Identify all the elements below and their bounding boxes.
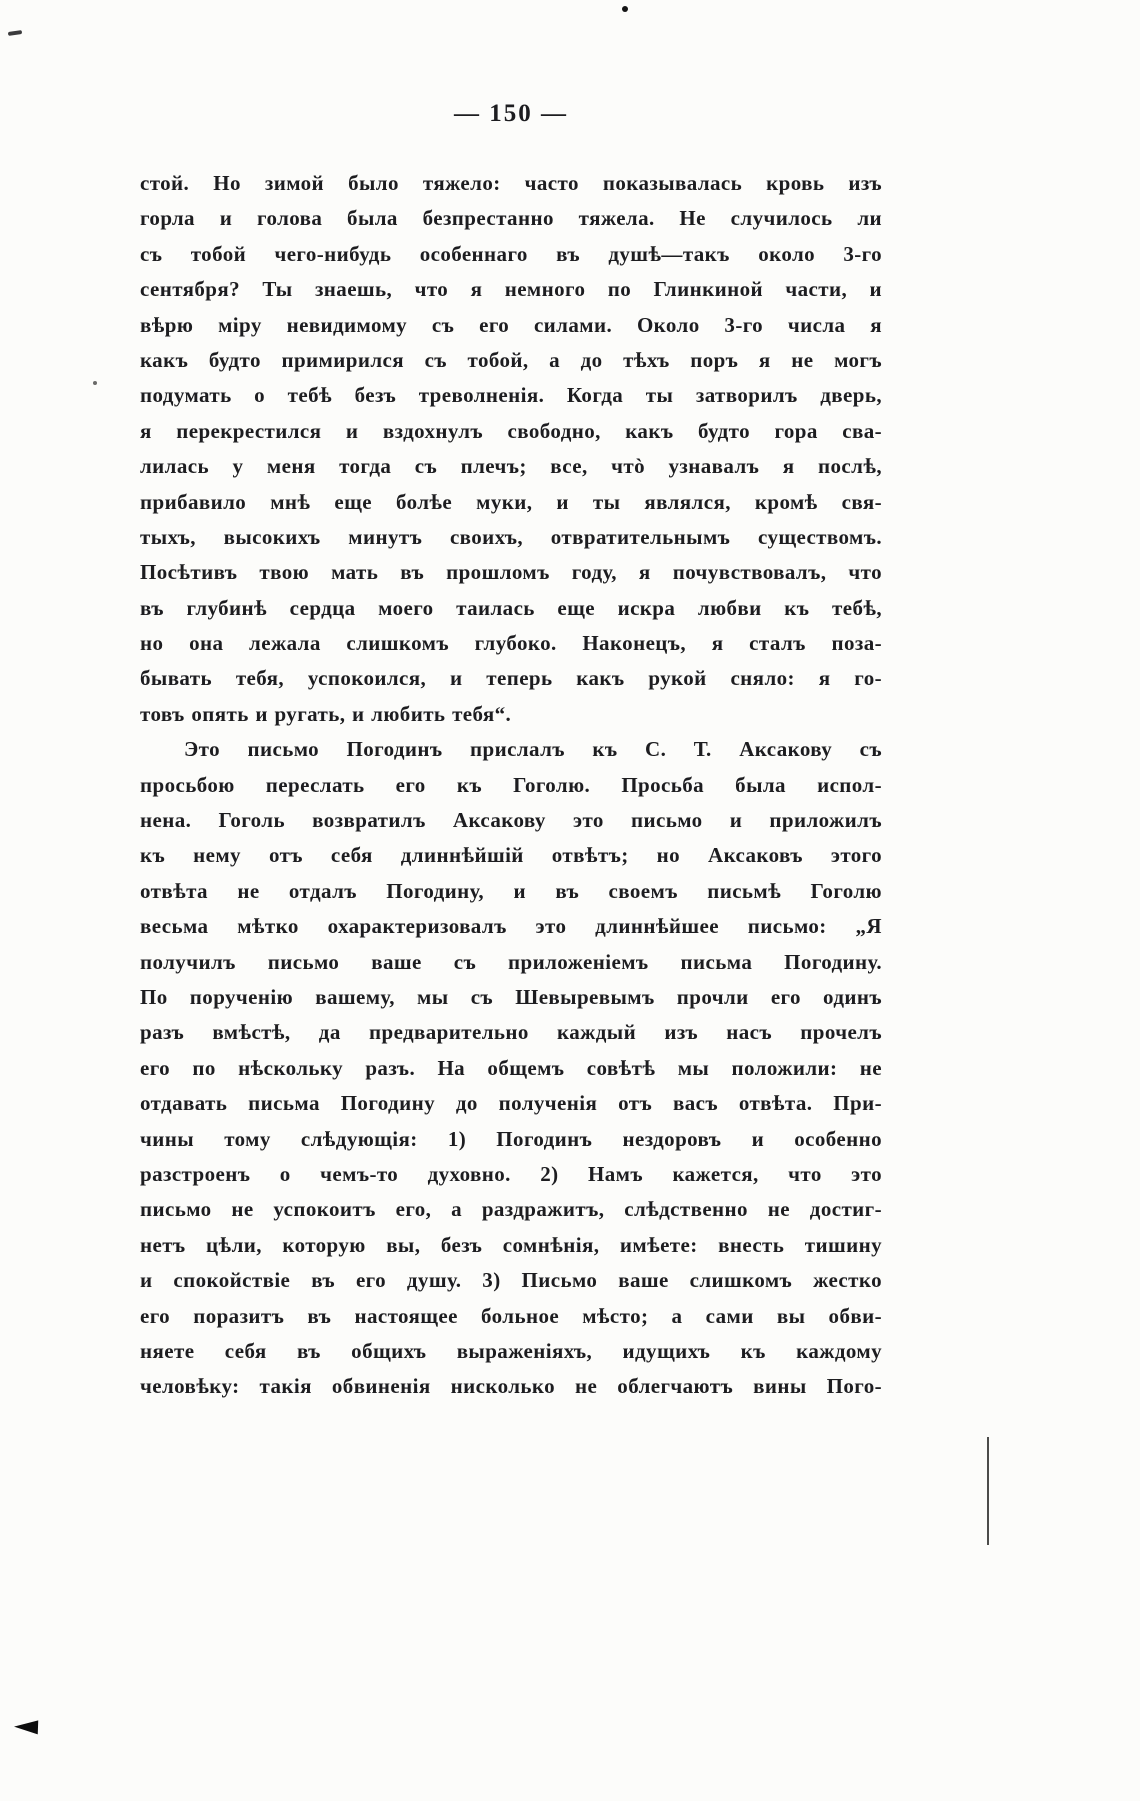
text-line: сентября? Ты знаешь, что я немного по Глинкиной части, и <box>140 277 882 302</box>
text-line: просьбою переслать его къ Гоголю. Просьба была испол- <box>140 772 882 797</box>
text-line: но она лежала слишкомъ глубоко. Наконецъ, я сталъ поза- <box>140 631 882 656</box>
text-line: весьма мѣтко охарактеризовалъ это длиннѣйшее письмо: „Я <box>140 914 882 939</box>
text-line: подумать о тебѣ безъ треволненія. Когда ты затворилъ дверь, <box>140 383 882 408</box>
text-line: вѣрю міру невидимому съ его силами. Около 3-го числа я <box>140 312 882 337</box>
text-line: какъ будто примирился съ тобой, а до тѣхъ поръ я не могъ <box>140 347 882 372</box>
text-line: получилъ письмо ваше съ приложеніемъ письма Погодину. <box>140 949 882 974</box>
text-line: и спокойствіе въ его душу. 3) Письмо ваше слишкомъ жестко <box>140 1268 882 1293</box>
text-line: разъ вмѣстѣ, да предварительно каждый изъ насъ прочелъ <box>140 1020 882 1045</box>
scan-artifact-right-edge-line <box>987 1437 989 1545</box>
text-line: съ тобой чего-нибудь особеннаго въ душѣ—такъ около 3-го <box>140 241 882 266</box>
text-line: его поразитъ въ настоящее больное мѣсто; а сами вы обви- <box>140 1303 882 1328</box>
text-line: разстроенъ о чемъ-то духовно. 2) Намъ кажется, что это <box>140 1161 882 1186</box>
text-line: человѣку: такія обвиненія нисколько не облегчаютъ вины Пого- <box>140 1374 882 1399</box>
text-line: отвѣта не отдалъ Погодину, и въ своемъ письмѣ Гоголю <box>140 878 882 903</box>
text-line: няете себя въ общихъ выраженіяхъ, идущихъ къ каждому <box>140 1338 882 1363</box>
scan-artifact-bottom-left-arrow <box>14 1720 38 1735</box>
text-line: прибавило мнѣ еще болѣе муки, и ты являлся, кромѣ свя- <box>140 489 882 514</box>
text-line: нетъ цѣли, которую вы, безъ сомнѣнія, имѣете: внесть тишину <box>140 1232 882 1257</box>
text-line: Посѣтивъ твою мать въ прошломъ году, я почувствовалъ, что <box>140 560 882 585</box>
text-line: горла и голова была безпрестанно тяжела. Не случилось ли <box>140 206 882 231</box>
text-line: бывать тебя, успокоился, и теперь какъ рукой сняло: я го- <box>140 666 882 691</box>
text-line: къ нему отъ себя длиннѣйшій отвѣтъ; но Аксаковъ этого <box>140 843 882 868</box>
text-line: его по нѣскольку разъ. На общемъ совѣтѣ мы положили: не <box>140 1055 882 1080</box>
body-text-block <box>140 166 882 1405</box>
text-line: въ глубинѣ сердца моего таилась еще искра любви къ тебѣ, <box>140 595 882 620</box>
text-line: чины тому слѣдующія: 1) Погодинъ нездоровъ и особенно <box>140 1126 882 1151</box>
text-line: отдавать письма Погодину до полученія отъ васъ отвѣта. При- <box>140 1091 882 1116</box>
scan-artifact-top-center-dot <box>622 6 628 12</box>
scan-artifact-left-dot <box>93 381 97 385</box>
text-line: я перекрестился и вздохнулъ свободно, какъ будто гора сва- <box>140 418 882 443</box>
scan-artifact-top-left-dash <box>8 30 22 36</box>
text-line: По порученію вашему, мы съ Шевыревымъ прочли его одинъ <box>140 984 882 1009</box>
page-number: — 150 — <box>454 100 568 127</box>
text-line: нена. Гоголь возвратилъ Аксакову это письмо и приложилъ <box>140 808 882 833</box>
text-line: тыхъ, высокихъ минутъ своихъ, отвратительнымъ существомъ. <box>140 524 882 549</box>
text-line: письмо не успокоитъ его, а раздражитъ, слѣдственно не достиг- <box>140 1197 882 1222</box>
text-line: товъ опять и ругать, и любить тебя“. <box>140 701 512 726</box>
text-line: Это письмо Погодинъ прислалъ къ С. Т. Аксакову съ <box>184 737 882 762</box>
text-line: лилась у меня тогда съ плечъ; все, чтò узнавалъ я послѣ, <box>140 454 882 479</box>
text-line: стой. Но зимой было тяжело: часто показывалась кровь изъ <box>140 171 882 195</box>
